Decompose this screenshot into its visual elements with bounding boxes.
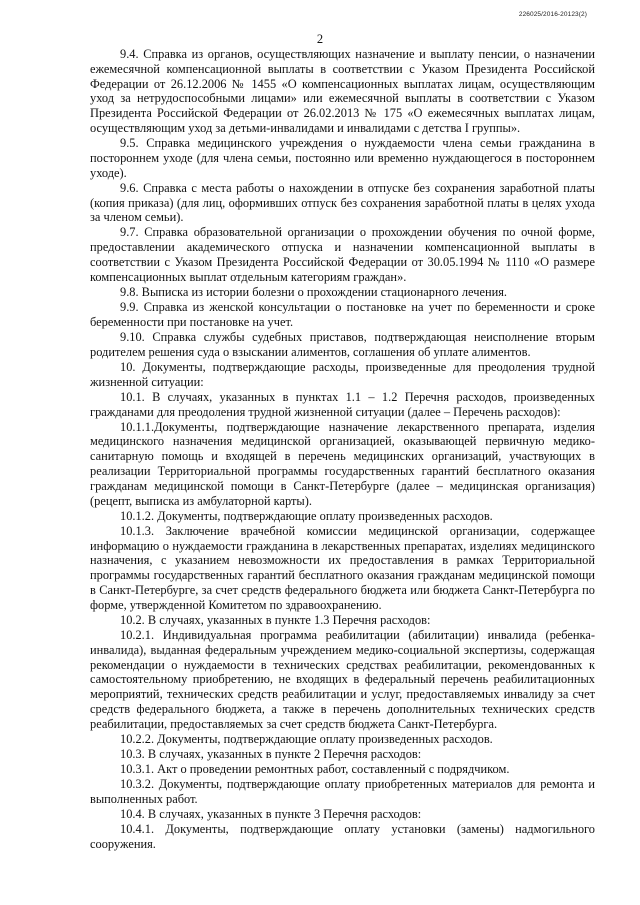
paragraph-10-3-2: 10.3.2. Документы, подтверждающие оплату приобретенных материалов для ремонта и выполненных работ. (90, 777, 595, 806)
page-number: 2 (316, 32, 324, 46)
paragraph-10-1-3: 10.1.3. Заключение врачебной комиссии медицинской организации, содержащее информацию о нуждаемости гражданина в лекарственных препаратах, изделиях медицинского назначения, с указанием невозможности их предоставления в рамках Территориальной программы государственных гарантий бесплатного оказания гражданам медицинской помощи в Санкт-Петербурге, за счет средств федерального бюджета или бюджета Санкт-Петербурга по форме, утвержденной Комитетом по здравоохранению. (90, 523, 595, 612)
paragraph-10-1-1: 10.1.1.Документы, подтверждающие назначение лекарственного препарата, изделия медицинского назначения медицинской организацией, оказывающей первичную медико-санитарную помощь и входящей в перечень медицинских организаций, участвующих в реализации Территориальной программы государственных гарантий бесплатного оказания гражданам медицинской помощи в Санкт-Петербурге (далее – медицинская организация) (рецепт, выписка из амбулаторной карты). (90, 419, 595, 508)
paragraph-10-4-1: 10.4.1. Документы, подтверждающие оплату установки (замены) надмогильного сооружения. (90, 822, 595, 851)
paragraph-9-7: 9.7. Справка образовательной организации о прохождении обучения по очной форме, предоставлении академического отпуска и назначении компенсационной выплаты в соответствии с Указом Президента Российской Федерации от 30.05.1994 № 1110 «О размере компенсационных выплат отдельным категориям граждан». (90, 225, 595, 284)
document-registration-number: 226025/2016-20123(2) (518, 11, 587, 18)
paragraph-10-4: 10.4. В случаях, указанных в пункте 3 Перечня расходов: (120, 806, 422, 821)
paragraph-10-1-2: 10.1.2. Документы, подтверждающие оплату произведенных расходов. (120, 508, 493, 523)
paragraph-9-8: 9.8. Выписка из истории болезни о прохождении стационарного лечения. (120, 284, 508, 299)
paragraph-9-6: 9.6. Справка с места работы о нахождении в отпуске без сохранения заработной платы (копия приказа) (для лиц, оформивших отпуск без сохранения заработной платы в целях ухода за членом семьи). (90, 180, 595, 225)
paragraph-10-2-2: 10.2.2. Документы, подтверждающие оплату произведенных расходов. (120, 731, 493, 746)
paragraph-9-5: 9.5. Справка медицинского учреждения о нуждаемости члена семьи гражданина в постороннем уходе (для члена семьи, постоянно или временно нуждающегося в постороннем уходе). (90, 136, 595, 180)
paragraph-9-9: 9.9. Справка из женской консультации о постановке на учет по беременности и сроке беременности при постановке на учет. (90, 300, 595, 329)
paragraph-10-3: 10.3. В случаях, указанных в пункте 2 Перечня расходов: (120, 746, 422, 761)
paragraph-9-4: 9.4. Справка из органов, осуществляющих назначение и выплату пенсии, о назначении ежемесячной компенсационной выплаты в соответствии с Указом Президента Российской Федерации от 26.12.2006 № 1455 «О компенсационных выплатах лицам, осуществляющим уход за нетрудоспособными лицами» или ежемесячной выплаты в соответствии с Указом Президента Российской Федерации от 26.02.2013 № 175 «О ежемесячных выплатах лицам, осуществляющим уход за детьми-инвалидами и инвалидами с детства I группы». (90, 47, 595, 135)
paragraph-10-3-1: 10.3.1. Акт о проведении ремонтных работ, составленный с подрядчиком. (120, 762, 510, 776)
document-body (90, 47, 595, 852)
paragraph-10-2-1: 10.2.1. Индивидуальная программа реабилитации (абилитации) инвалида (ребенка-инвалида), выданная федеральным учреждением медико-социальной экспертизы, содержащая рекомендации о нуждаемости в технических средствах реабилитации, рекомендованных к самостоятельному приобретению, не входящих в федеральный перечень реабилитационных мероприятий, технических средств реабилитации и услуг, предоставляемых инвалиду за счет средств федерального бюджета, а также в перечень дополнительных технических средств реабилитации, предоставляемых за счет средств бюджета Санкт-Петербурга. (90, 627, 595, 731)
paragraph-10-2: 10.2. В случаях, указанных в пункте 1.3 Перечня расходов: (120, 612, 431, 627)
paragraph-10: 10. Документы, подтверждающие расходы, произведенные для преодоления трудной жизненной ситуации: (90, 359, 595, 389)
paragraph-9-10: 9.10. Справка службы судебных приставов, подтверждающая неисполнение вторым родителем решения суда о взыскании алиментов, соглашения об уплате алиментов. (90, 329, 595, 359)
paragraph-10-1: 10.1. В случаях, указанных в пунктах 1.1 – 1.2 Перечня расходов, произведенных гражданами для преодоления трудной жизненной ситуации (далее – Перечень расходов): (90, 389, 595, 419)
